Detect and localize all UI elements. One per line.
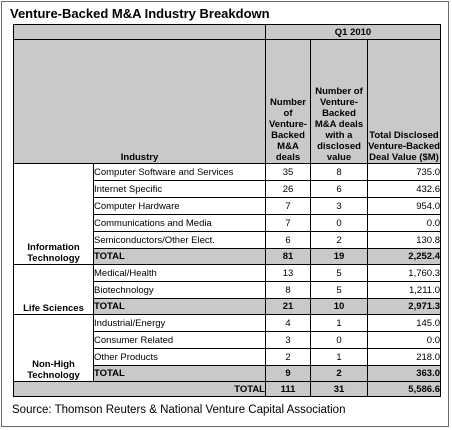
deals-cell: 35 <box>266 164 311 181</box>
deals-cell: 3 <box>266 332 311 349</box>
deals-cell: 7 <box>266 198 311 215</box>
deals-cell: 6 <box>266 232 311 249</box>
deal-value-cell: 0.0 <box>368 332 441 349</box>
disclosed-cell: 6 <box>311 181 368 198</box>
disclosed-cell: 0 <box>311 332 368 349</box>
disclosed-cell: 2 <box>311 232 368 249</box>
deal-value-cell: 0.0 <box>368 215 441 232</box>
industry-group-label: Life Sciences <box>14 265 94 315</box>
deals-cell: 2 <box>266 349 311 366</box>
subindustry-label: Industrial/Energy <box>94 315 266 332</box>
disclosed-cell: 1 <box>311 349 368 366</box>
group-total-deals: 21 <box>266 299 311 315</box>
deal-value-cell: 1,211.0 <box>368 282 441 299</box>
disclosed-cell: 8 <box>311 164 368 181</box>
deal-value-column-header: Total Disclosed Venture-Backed Deal Value ($M) <box>368 40 441 164</box>
industry-column-header: Industry <box>14 40 266 164</box>
industry-group-label: Information Technology <box>14 164 94 265</box>
table-row <box>14 265 441 282</box>
subindustry-label: Biotechnology <box>94 282 266 299</box>
deal-value-cell: 954.0 <box>368 198 441 215</box>
group-total-value: 363.0 <box>368 366 441 382</box>
group-total-label: TOTAL <box>94 299 266 315</box>
grand-total-label: TOTAL <box>14 382 266 397</box>
disclosed-cell: 1 <box>311 315 368 332</box>
industry-breakdown-table <box>13 24 441 397</box>
group-total-disclosed: 2 <box>311 366 368 382</box>
subindustry-label: Communications and Media <box>94 215 266 232</box>
group-total-deals: 9 <box>266 366 311 382</box>
deal-value-cell: 735.0 <box>368 164 441 181</box>
disclosed-cell: 0 <box>311 215 368 232</box>
subindustry-label: Other Products <box>94 349 266 366</box>
group-total-label: TOTAL <box>94 249 266 265</box>
deal-value-cell: 432.6 <box>368 181 441 198</box>
subindustry-label: Consumer Related <box>94 332 266 349</box>
deals-cell: 13 <box>266 265 311 282</box>
disclosed-cell: 5 <box>311 265 368 282</box>
subindustry-label: Internet Specific <box>94 181 266 198</box>
table-row <box>14 315 441 332</box>
page-title: Venture-Backed M&A Industry Breakdown <box>10 6 270 21</box>
subindustry-label: Computer Hardware <box>94 198 266 215</box>
table-row <box>14 164 441 181</box>
subindustry-label: Semiconductors/Other Elect. <box>94 232 266 249</box>
deals-cell: 4 <box>266 315 311 332</box>
deal-value-cell: 218.0 <box>368 349 441 366</box>
group-total-deals: 81 <box>266 249 311 265</box>
grand-total-disclosed: 31 <box>311 382 368 397</box>
deals-cell: 7 <box>266 215 311 232</box>
table-body <box>14 164 441 382</box>
group-total-value: 2,971.3 <box>368 299 441 315</box>
industry-group-label: Non-High Technology <box>14 315 94 382</box>
subindustry-label: Computer Software and Services <box>94 164 266 181</box>
disclosed-cell: 3 <box>311 198 368 215</box>
disclosed-deals-column-header: Number of Venture-Backed M&A deals with a disclosed value <box>311 40 368 164</box>
group-total-label: TOTAL <box>94 366 266 382</box>
deals-cell: 8 <box>266 282 311 299</box>
deal-value-cell: 145.0 <box>368 315 441 332</box>
header-blank-cell <box>14 25 266 40</box>
subindustry-label: Medical/Health <box>94 265 266 282</box>
group-total-disclosed: 10 <box>311 299 368 315</box>
disclosed-cell: 5 <box>311 282 368 299</box>
grand-total-value: 5,586.6 <box>368 382 441 397</box>
source-note: Source: Thomson Reuters & National Venture Capital Association <box>12 404 346 416</box>
group-total-disclosed: 19 <box>311 249 368 265</box>
period-header: Q1 2010 <box>266 25 441 40</box>
grand-total-row <box>14 382 441 397</box>
deals-column-header: Number of Venture-Backed M&A deals <box>266 40 311 164</box>
deals-cell: 26 <box>266 181 311 198</box>
deal-value-cell: 130.8 <box>368 232 441 249</box>
group-total-value: 2,252.4 <box>368 249 441 265</box>
deal-value-cell: 1,760.3 <box>368 265 441 282</box>
grand-total-deals: 111 <box>266 382 311 397</box>
